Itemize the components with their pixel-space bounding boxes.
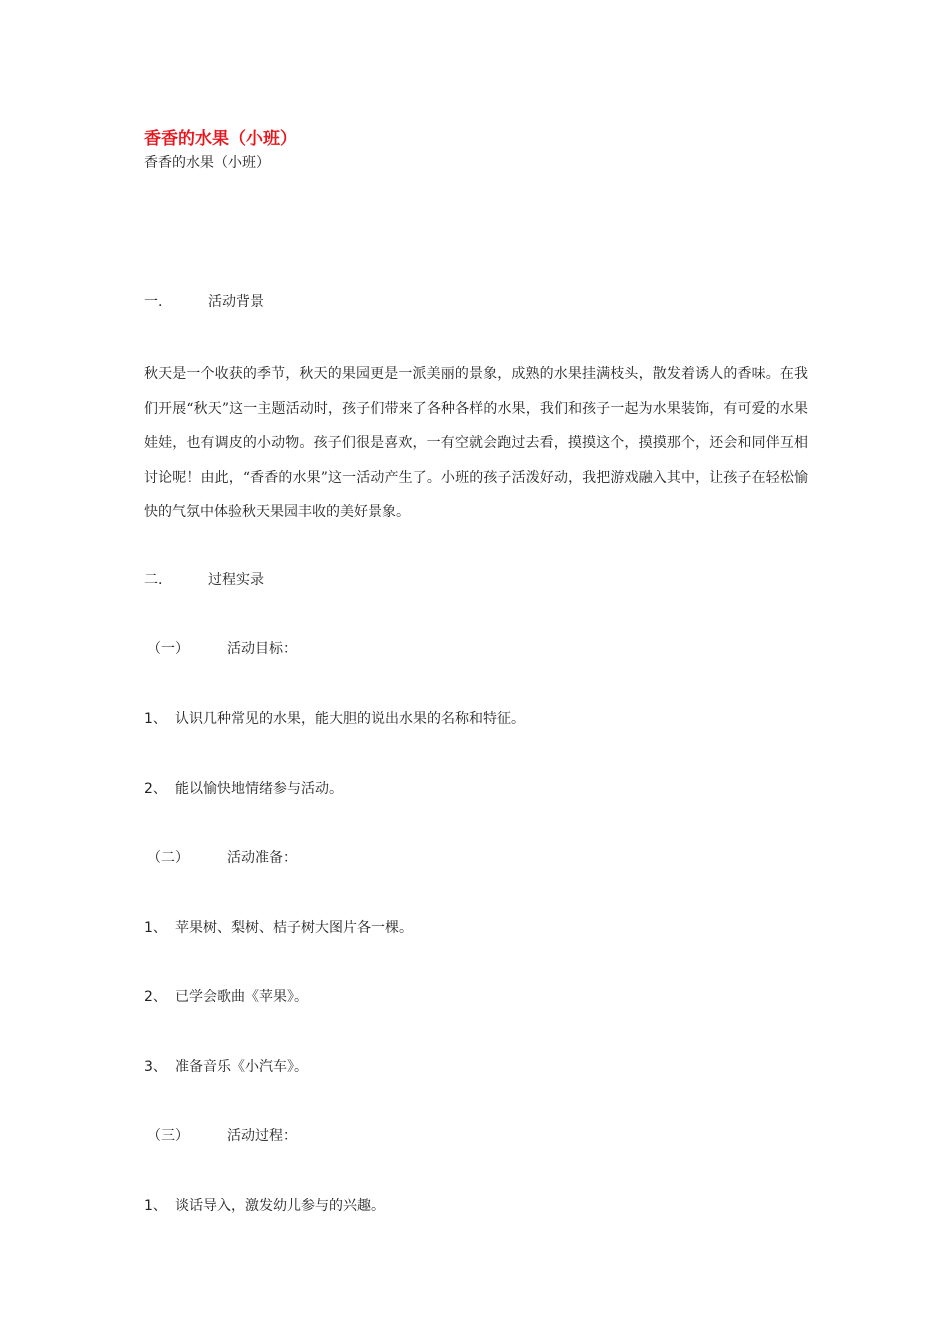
section-heading-background — [144, 291, 264, 311]
list-item-text: 认识几种常见的水果，能大胆的说出水果的名称和特征。 — [175, 711, 525, 727]
list-item-text: 苹果树、梨树、桔子树大图片各一棵。 — [175, 920, 413, 936]
list-item-text: 谈话导入，激发幼儿参与的兴趣。 — [175, 1198, 385, 1214]
subsection-title: 活动过程： — [227, 1128, 297, 1144]
subsection-number: （三） — [147, 1128, 189, 1144]
list-item — [144, 1056, 308, 1076]
subsection-title: 活动目标： — [227, 641, 297, 657]
subsection-title: 活动准备： — [227, 850, 297, 866]
subsection-heading-steps — [144, 1125, 297, 1145]
list-item — [144, 917, 413, 937]
list-item-number: 1、 — [144, 711, 167, 727]
list-item — [144, 778, 343, 798]
section-number: 一. — [144, 294, 163, 310]
section-title: 过程实录 — [208, 572, 264, 588]
list-item-number: 3、 — [144, 1059, 167, 1075]
document-title: 香香的水果（小班） — [144, 129, 297, 149]
document-subtitle: 香香的水果（小班） — [144, 155, 270, 171]
background-paragraph: 秋天是一个收获的季节，秋天的果园更是一派美丽的景象，成熟的水果挂满枝头，散发着诱人的香味。在我们开展“秋天”这一主题活动时，孩子们带来了各种各样的水果，我们和孩子一起为水果装饰，有可爱的水果娃娃，也有调皮的小动物。孩子们很是喜欢，一有空就会跑过去看，摸摸这个，摸摸那个，还会和同伴互相讨论呢！由此，“香香的水果”这一活动产生了。小班的孩子活泼好动，我把游戏融入其中，让孩子在轻松愉快的气氛中体验秋天果园丰收的美好景象。 — [144, 366, 808, 521]
list-item-number: 1、 — [144, 1198, 167, 1214]
section-heading-process — [144, 569, 264, 589]
list-item-text: 已学会歌曲《苹果》。 — [175, 989, 308, 1005]
section-title: 活动背景 — [208, 294, 264, 310]
list-item — [144, 1195, 385, 1215]
list-item-number: 2、 — [144, 781, 167, 797]
list-item — [144, 986, 308, 1006]
list-item-number: 1、 — [144, 920, 167, 936]
list-item-number: 2、 — [144, 989, 167, 1005]
section-number: 二. — [144, 572, 163, 588]
subsection-number: （一） — [147, 641, 189, 657]
subsection-heading-goals — [144, 638, 297, 658]
list-item-text: 准备音乐《小汽车》。 — [175, 1059, 308, 1075]
subsection-number: （二） — [147, 850, 189, 866]
list-item — [144, 708, 525, 728]
list-item-text: 能以愉快地情绪参与活动。 — [175, 781, 343, 797]
subsection-heading-preparation — [144, 847, 297, 867]
